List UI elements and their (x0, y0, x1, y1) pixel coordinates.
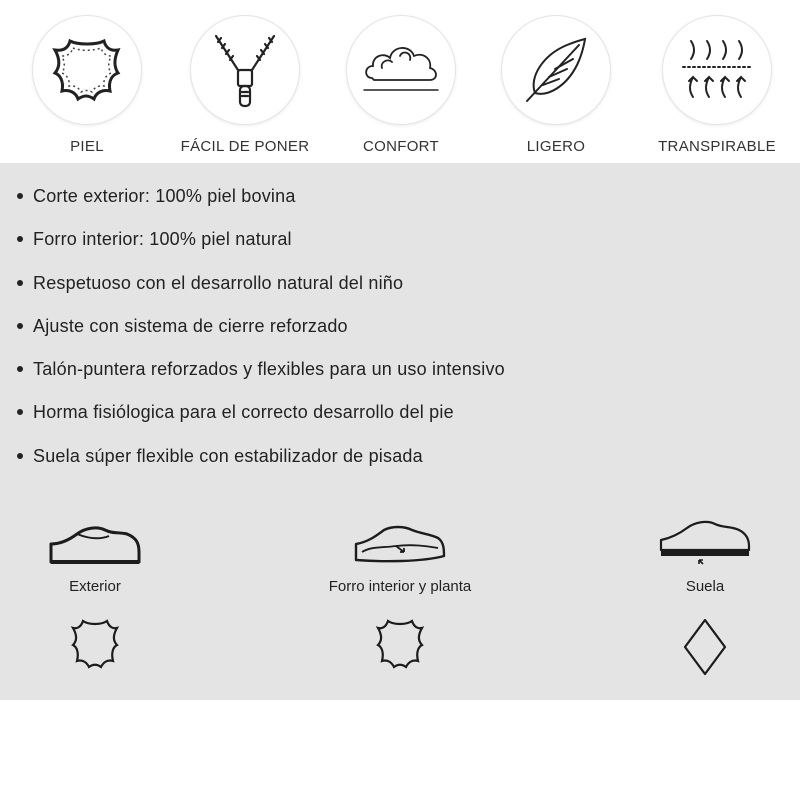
spec-text: Talón-puntera reforzados y flexibles para un uso intensivo (33, 359, 505, 380)
part-shoe (0, 518, 195, 566)
feature-label: FÁCIL DE PONER (180, 138, 310, 155)
spec-item (0, 311, 505, 354)
spec-item (0, 441, 505, 484)
feature-easy-on (170, 15, 320, 155)
shoe-sole-icon (657, 518, 753, 566)
spec-text: Ajuste con sistema de cierre reforzado (33, 315, 348, 336)
feature-light (481, 15, 631, 155)
spec-item (0, 397, 505, 440)
part-material (300, 617, 500, 671)
bullet-dot (17, 453, 23, 459)
spec-text: Forro interior: 100% piel natural (33, 229, 292, 250)
part-label: Exterior (69, 578, 121, 595)
feature-leather-circle (32, 15, 142, 125)
feature-comfort (326, 15, 476, 155)
feature-breathable-circle (662, 15, 772, 125)
part-material (0, 617, 195, 671)
bullet-dot (17, 323, 23, 329)
feature-breathable (642, 15, 792, 155)
leather-hide-icon (374, 617, 426, 671)
spec-text: Corte exterior: 100% piel bovina (33, 186, 296, 206)
spec-item (0, 354, 505, 397)
zipper-icon (208, 30, 282, 110)
bullet-dot (17, 280, 23, 286)
specs-panel (0, 163, 800, 700)
bullet-dot (17, 366, 23, 372)
breathable-waves-icon (677, 35, 757, 105)
leather-hide-icon (50, 33, 124, 107)
features-strip (0, 0, 800, 163)
part-material (605, 617, 800, 677)
bullet-dot (17, 236, 23, 242)
part-shoe (605, 518, 800, 566)
feature-easy-on-circle (190, 15, 300, 125)
feature-label: LIGERO (526, 138, 586, 155)
spec-item (0, 181, 505, 224)
feature-leather (12, 15, 162, 155)
spec-text: Respetuoso con el desarrollo natural del niño (33, 272, 404, 293)
bullet-dot (17, 193, 23, 199)
shoe-lining-icon (352, 522, 448, 566)
feather-icon (519, 33, 593, 107)
spec-text: Horma fisiólogica para el correcto desarrollo del pie (33, 402, 454, 423)
spec-item (0, 224, 505, 267)
part-exterior (0, 518, 195, 671)
shoe-exterior-icon (47, 522, 143, 566)
part-lining (300, 518, 500, 671)
part-label: Forro interior y planta (328, 578, 472, 595)
spec-text: Suela súper flexible con estabilizador de pisada (33, 445, 423, 466)
leather-hide-icon (69, 617, 121, 671)
part-sole (605, 518, 800, 677)
feature-label: TRANSPIRABLE (658, 138, 776, 155)
feature-light-circle (501, 15, 611, 125)
spec-item (0, 268, 505, 311)
cloud-icon (360, 38, 442, 102)
feature-label: CONFORT (363, 138, 439, 155)
bullet-dot (17, 409, 23, 415)
rubber-diamond-icon (682, 617, 728, 677)
spec-list (0, 181, 505, 484)
part-shoe (300, 518, 500, 566)
feature-comfort-circle (346, 15, 456, 125)
part-label: Suela (685, 578, 725, 595)
feature-label: PIEL (70, 138, 104, 155)
